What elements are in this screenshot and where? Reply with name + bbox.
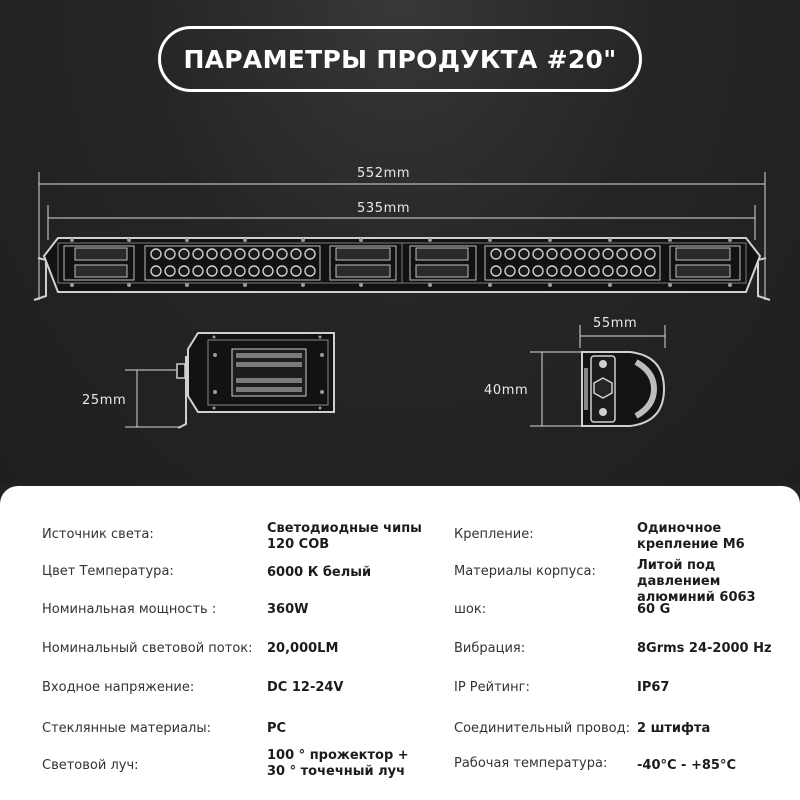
spec-panel <box>0 486 800 800</box>
spec-row <box>0 599 800 635</box>
spec-label: Источник света: <box>42 527 154 542</box>
spec-value: 20,000LM <box>267 641 339 656</box>
spec-row <box>0 519 800 555</box>
spec-label: Номинальный световой поток: <box>42 641 253 656</box>
spec-value: PC <box>267 721 287 736</box>
spec-value: 2 штифта <box>637 721 711 736</box>
profile-width-label: 55mm <box>593 316 638 331</box>
side-height-label: 25mm <box>82 393 127 408</box>
lens-length-label: 535mm <box>357 201 411 216</box>
spec-value: Светодиодные чипы 120 COB <box>267 521 422 552</box>
spec-label: Соединительный провод: <box>454 721 630 736</box>
spec-value: 100 ° прожектор + 30 ° точечный луч <box>267 748 409 779</box>
spec-value: Литой под давлением алюминий 6063 <box>637 558 756 605</box>
spec-label: IP Рейтинг: <box>454 680 530 695</box>
spec-value: 8Grms 24-2000 Hz <box>637 641 772 656</box>
spec-row <box>0 745 800 781</box>
profile-height-label: 40mm <box>484 383 529 398</box>
spec-label: Номинальная мощность : <box>42 602 217 617</box>
light-bar-side-detail <box>125 333 334 428</box>
spec-value: IP67 <box>637 680 670 695</box>
spec-value: -40°C - +85°C <box>637 758 736 773</box>
spec-value: Одиночное крепление М6 <box>637 521 745 552</box>
spec-label: Рабочая температура: <box>454 756 608 771</box>
spec-value: 60 G <box>637 602 671 617</box>
page-title: ПАРАМЕТРЫ ПРОДУКТА #20" <box>158 26 642 92</box>
spec-value: DC 12-24V <box>267 680 344 695</box>
spec-label: Цвет Температура: <box>42 564 174 579</box>
light-bar-profile-view <box>530 325 665 426</box>
spec-label: Крепление: <box>454 527 534 542</box>
spec-label: Вибрация: <box>454 641 526 656</box>
overall-length-label: 552mm <box>357 166 411 181</box>
spec-label: Материалы корпуса: <box>454 564 596 579</box>
spec-label: Световой луч: <box>42 758 139 773</box>
spec-value: 360W <box>267 602 309 617</box>
spec-row <box>0 677 800 713</box>
spec-label: шок: <box>454 602 487 617</box>
light-bar-front-view <box>34 238 770 300</box>
spec-label: Входное напряжение: <box>42 680 195 695</box>
spec-value: 6000 К белый <box>267 565 372 580</box>
spec-row <box>0 558 800 605</box>
spec-label: Стеклянные материалы: <box>42 721 211 736</box>
spec-row <box>0 638 800 674</box>
